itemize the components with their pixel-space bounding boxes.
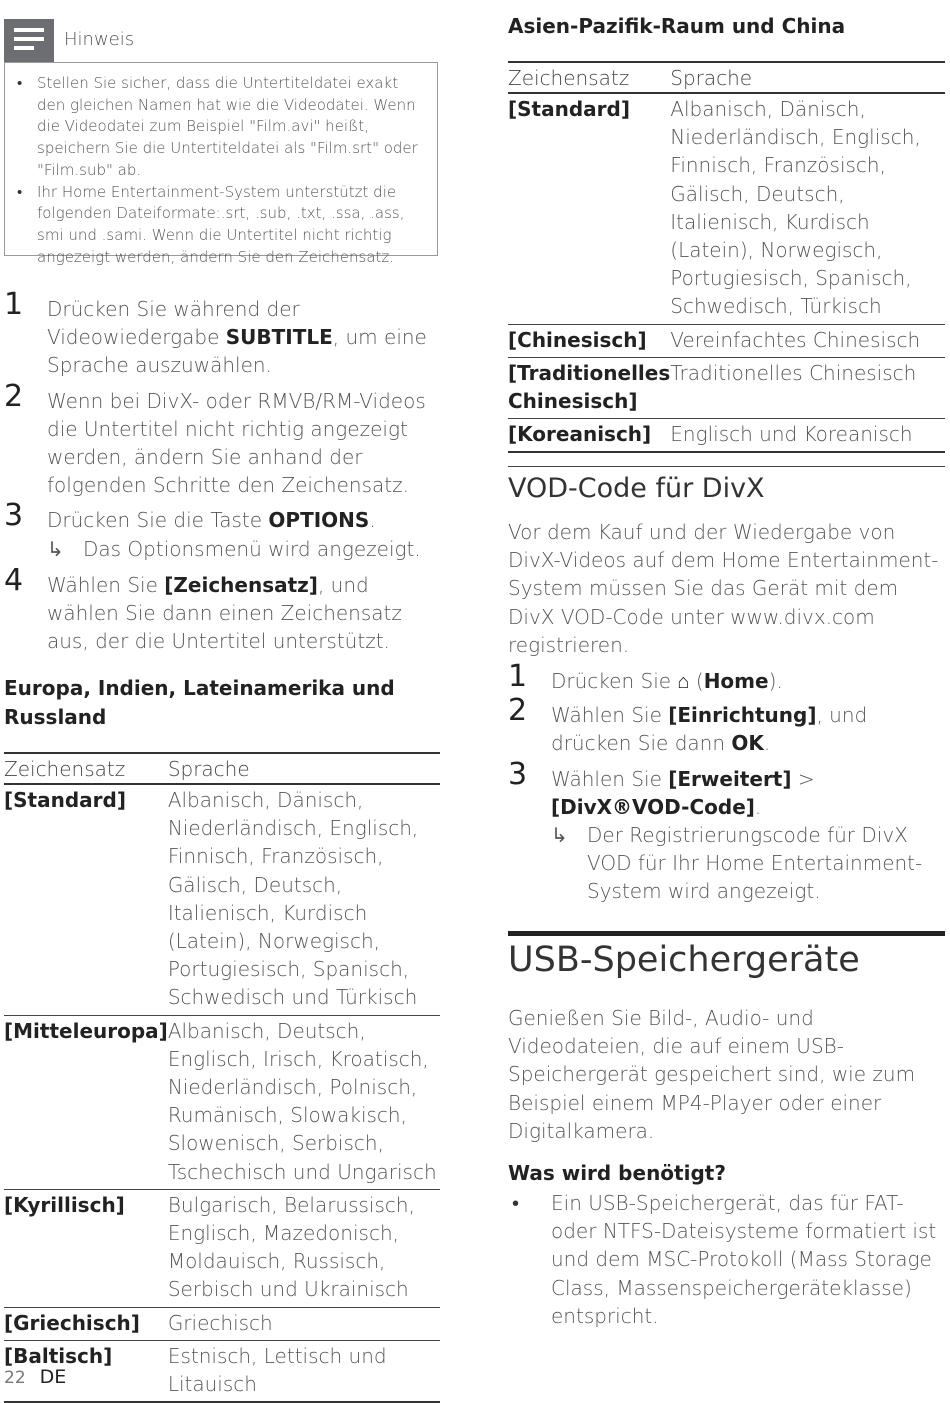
language-cell: Estnisch, Lettisch und Litauisch	[168, 1340, 440, 1402]
col-header-language: Sprache	[670, 62, 945, 93]
result-text: Der Registrierungscode für DivX VOD für Ihr Home Entertainment-System wird angezeigt.	[587, 823, 923, 904]
usb-section	[508, 931, 945, 1330]
key-label: [Einrichtung]	[668, 703, 817, 728]
result-arrow-icon: ↳	[47, 536, 64, 561]
usb-title: USB-Speichergeräte	[508, 940, 860, 980]
table-row	[508, 93, 945, 324]
step-text: Wenn bei DivX- oder RMVB/RM-Videos die Untertitel nicht richtig angezeigt werden, ändern Sie anhand der folgenden Schritte den Zeichensatz.	[47, 388, 426, 498]
result-arrow-icon: ↳	[551, 823, 568, 848]
step-number: 2	[508, 693, 528, 729]
page-number: 22	[4, 1368, 26, 1388]
result-text: Das Optionsmenü wird angezeigt.	[83, 536, 421, 561]
usb-subhead: Was wird benötigt?	[508, 1161, 726, 1186]
step-text: , und drücken Sie dann	[551, 703, 868, 756]
charset-cell: [Mitteleuropa]	[4, 1015, 168, 1189]
note-header	[4, 19, 440, 62]
vod-section	[508, 466, 945, 906]
language-cell: Bulgarisch, Belarussisch, Englisch, Mazedonisch, Moldauisch, Russisch, Serbisch und Ukrainisch	[168, 1189, 440, 1307]
asia-charset-table	[508, 61, 945, 453]
step-number: 2	[4, 378, 24, 414]
vod-title: VOD-Code für DivX	[508, 473, 765, 504]
step-text: Wählen Sie	[47, 572, 165, 597]
key-label: SUBTITLE	[225, 325, 333, 350]
note-item: • Ihr Home Entertainment-System unterstützt die folgenden Dateiformate:.srt, .sub, .txt, .ssa, .ass, smi und .sami. Wenn die Untertitel nicht richtig angezeigt werden, ändern Sie den Zeichensatz.	[37, 182, 427, 269]
charset-cell: [Kyrillisch]	[4, 1189, 168, 1307]
charset-cell: [Standard]	[4, 784, 168, 1015]
step-result	[551, 821, 945, 906]
step-text: .	[763, 731, 771, 756]
col-header-charset: Zeichensatz	[4, 753, 168, 784]
table-row	[508, 357, 945, 418]
language-cell: Vereinfachtes Chinesisch	[670, 324, 945, 357]
step-text: Drücken Sie die Taste	[47, 508, 269, 533]
key-label: [Zeichensatz]	[164, 572, 318, 597]
step-text: ).	[768, 669, 783, 694]
step-text: Wählen Sie	[551, 703, 669, 728]
table-row	[4, 1189, 440, 1307]
europe-section	[4, 674, 440, 1403]
key-label: OPTIONS	[268, 508, 370, 533]
step-number: 1	[508, 659, 528, 695]
section-rule-thick	[508, 931, 945, 936]
key-label: OK	[731, 731, 764, 756]
step-number: 3	[508, 756, 528, 792]
step-text: .	[369, 508, 376, 533]
note-item: • Stellen Sie sicher, dass die Untertiteldatei exakt den gleichen Namen hat wie die Videodatei. Wenn die Videodatei zum Beispiel "Film.avi" heißt, speichern Sie die Untertiteldatei als "Film.srt" oder "Film.sub" ab.	[37, 73, 427, 182]
asia-heading: Asien-Pazifik-Raum und China	[508, 14, 846, 38]
charset-cell: [Baltisch]	[4, 1340, 168, 1402]
step-2	[4, 378, 440, 500]
step-text: Drücken Sie	[551, 669, 678, 694]
table-row	[508, 324, 945, 357]
note-box	[4, 62, 438, 266]
step-text: Wählen Sie	[551, 766, 669, 791]
key-label: Home	[703, 669, 769, 694]
vod-intro: Vor dem Kauf und der Wiedergabe von DivX-Videos auf dem Home Entertainment-System müssen Sie das Gerät mit dem DivX VOD-Code unter www.divx.com registrieren.	[508, 520, 939, 657]
charset-cell: [Traditionelles Chinesisch]	[508, 357, 670, 418]
table-row	[4, 784, 440, 1015]
page-footer	[4, 1366, 66, 1388]
key-label: [DivX®VOD-Code]	[551, 794, 755, 819]
usb-requirement: • Ein USB-Speichergerät, das für FAT- oder NTFS-Dateisysteme formatiert ist und dem MSC-Protokoll (Mass Storage Class, Massenspeichergeräteklasse) entspricht.	[508, 1189, 945, 1330]
steps-list	[4, 287, 440, 655]
note-title: Hinweis	[64, 29, 135, 50]
step-text: >	[791, 766, 815, 791]
table-row	[4, 1015, 440, 1189]
step-4	[4, 562, 440, 656]
language-cell: Griechisch	[168, 1307, 440, 1340]
table-row	[4, 1307, 440, 1340]
section-rule	[508, 466, 945, 467]
charset-cell: [Standard]	[508, 93, 670, 324]
vod-step-1	[508, 659, 945, 695]
language-cell: Englisch und Koreanisch	[670, 419, 945, 453]
step-text: .	[754, 794, 762, 819]
step-3	[4, 498, 440, 562]
step-text: (	[689, 669, 704, 694]
language-code: DE	[39, 1366, 67, 1388]
vod-step-2	[508, 693, 945, 757]
vod-step-3	[508, 756, 945, 906]
language-cell: Albanisch, Dänisch, Niederländisch, Englisch, Finnisch, Französisch, Gälisch, Deutsch, Italienisch, Kurdisch (Latein), Norwegisch, Portugiesisch, Spanisch, Schwedisch und Türkisch	[168, 784, 440, 1015]
col-header-charset: Zeichensatz	[508, 62, 670, 93]
step-text: , und wählen Sie dann einen Zeichensatz aus, der die Untertitel unterstützt.	[47, 572, 402, 654]
table-row	[508, 419, 945, 453]
home-icon: ⌂	[677, 669, 690, 694]
key-label: [Erweitert]	[668, 766, 792, 791]
step-number: 1	[4, 287, 24, 322]
note-icon	[4, 19, 54, 62]
charset-cell: [Koreanisch]	[508, 419, 670, 453]
charset-cell: [Chinesisch]	[508, 324, 670, 357]
step-text: , um eine Sprache auszuwählen.	[47, 325, 427, 378]
asia-section	[508, 12, 945, 453]
usb-intro: Genießen Sie Bild-, Audio- und Videodateien, die auf einem USB-Speichergerät gespeichert sind, wie zum Beispiel einem MP4-Player oder einer Digitalkamera.	[508, 1006, 916, 1143]
step-text: Drücken Sie während der Videowiedergabe	[47, 297, 300, 350]
europe-heading: Europa, Indien, Lateinamerika und Russland	[4, 676, 395, 729]
language-cell: Albanisch, Deutsch, Englisch, Irisch, Kroatisch, Niederländisch, Polnisch, Rumänisch, Slowakisch, Slowenisch, Serbisch, Tschechisch und Ungarisch	[168, 1015, 440, 1189]
europe-charset-table	[4, 752, 440, 1403]
step-number: 4	[4, 562, 24, 598]
language-cell: Albanisch, Dänisch, Niederländisch, Englisch, Finnisch, Französisch, Gälisch, Deutsch, Italienisch, Kurdisch (Latein), Norwegisch, Portugiesisch, Spanisch, Schwedisch, Türkisch	[670, 93, 945, 324]
step-result	[47, 535, 440, 563]
step-1	[4, 287, 440, 380]
col-header-language: Sprache	[168, 753, 440, 784]
table-row	[4, 1340, 440, 1402]
language-cell: Traditionelles Chinesisch	[670, 357, 945, 418]
charset-cell: [Griechisch]	[4, 1307, 168, 1340]
step-number: 3	[4, 498, 24, 534]
